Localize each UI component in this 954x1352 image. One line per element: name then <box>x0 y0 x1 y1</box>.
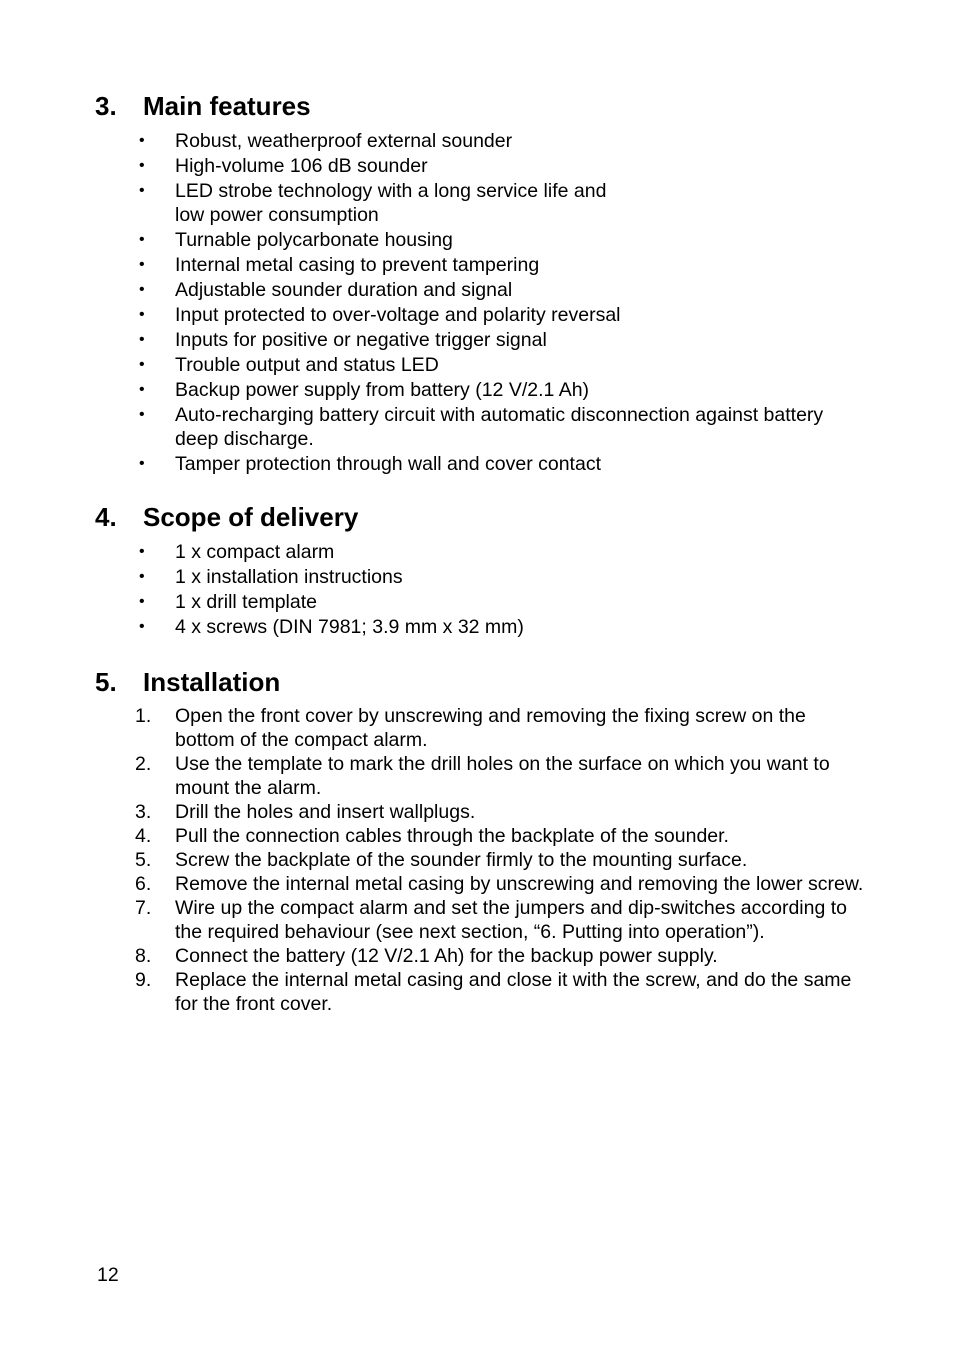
list-item <box>95 896 865 944</box>
bullet-marker: • <box>139 356 145 373</box>
bullet-marker: • <box>139 593 145 610</box>
step-text: Screw the backplate of the sounder firmly to the mounting surface. <box>175 849 748 871</box>
list-item-text: Internal metal casing to prevent tampering <box>175 254 540 276</box>
section-installation <box>95 667 865 1016</box>
section-number: 3. <box>95 91 117 121</box>
bullet-marker: • <box>139 618 145 635</box>
step-text: Replace the internal metal casing and close it with the screw, and do the same for the front cover. <box>175 969 852 1015</box>
list-item-text: 1 x compact alarm <box>175 541 335 563</box>
list-item <box>95 565 865 589</box>
section-title: Main features <box>143 91 311 121</box>
list-item-text: Backup power supply from battery (12 V/2.1 Ah) <box>175 379 590 401</box>
list-item <box>95 615 865 639</box>
bullet-marker: • <box>139 231 145 248</box>
step-number: 1. <box>135 705 152 727</box>
bullet-marker: • <box>139 568 145 585</box>
list-item-text: Adjustable sounder duration and signal <box>175 279 513 301</box>
step-number: 6. <box>135 873 152 895</box>
list-item-text: Turnable polycarbonate housing <box>175 229 453 251</box>
section-number: 4. <box>95 502 117 532</box>
features-list <box>95 129 865 476</box>
list-item-text: Inputs for positive or negative trigger signal <box>175 329 547 351</box>
bullet-marker: • <box>139 331 145 348</box>
installation-steps <box>95 704 865 1016</box>
section-scope-of-delivery <box>95 502 865 639</box>
list-item <box>95 590 865 614</box>
step-number: 2. <box>135 753 152 775</box>
step-text: Drill the holes and insert wallplugs. <box>175 801 476 823</box>
list-item-text: 1 x drill template <box>175 591 317 613</box>
step-number: 3. <box>135 801 152 823</box>
delivery-list <box>95 540 865 639</box>
bullet-marker: • <box>139 381 145 398</box>
section-heading <box>95 667 865 697</box>
list-item <box>95 848 865 872</box>
list-item <box>95 129 865 153</box>
list-item-text: LED strobe technology with a long service life and low power consumption <box>175 180 607 226</box>
list-item-text: Input protected to over-voltage and polarity reversal <box>175 304 621 326</box>
list-item <box>95 824 865 848</box>
list-item <box>95 403 865 451</box>
section-number: 5. <box>95 667 117 697</box>
step-text: Pull the connection cables through the backplate of the sounder. <box>175 825 729 847</box>
list-item <box>95 179 865 227</box>
list-item-text: Robust, weatherproof external sounder <box>175 130 513 152</box>
step-text: Remove the internal metal casing by unscrewing and removing the lower screw. <box>175 873 864 895</box>
step-text: Use the template to mark the drill holes on the surface on which you want to mount the alarm. <box>175 753 830 799</box>
list-item <box>95 303 865 327</box>
bullet-marker: • <box>139 157 145 174</box>
list-item <box>95 944 865 968</box>
bullet-marker: • <box>139 182 145 199</box>
list-item <box>95 968 865 1016</box>
step-text: Connect the battery (12 V/2.1 Ah) for the backup power supply. <box>175 945 718 967</box>
list-item-text: 4 x screws (DIN 7981; 3.9 mm x 32 mm) <box>175 616 524 638</box>
list-item <box>95 154 865 178</box>
bullet-marker: • <box>139 306 145 323</box>
step-text: Wire up the compact alarm and set the jumpers and dip-switches according to the required behaviour (see next section, “6. Putting into operation”). <box>175 897 847 943</box>
section-heading <box>95 502 865 532</box>
list-item <box>95 228 865 252</box>
list-item <box>95 752 865 800</box>
step-text: Open the front cover by unscrewing and removing the fixing screw on the bottom of the compact alarm. <box>175 705 806 751</box>
list-item-text: Trouble output and status LED <box>175 354 439 376</box>
step-number: 7. <box>135 897 152 919</box>
list-item <box>95 328 865 352</box>
bullet-marker: • <box>139 281 145 298</box>
list-item <box>95 378 865 402</box>
bullet-marker: • <box>139 256 145 273</box>
list-item-text: Auto-recharging battery circuit with automatic disconnection against battery deep discharge. <box>175 404 824 450</box>
bullet-marker: • <box>139 455 145 472</box>
section-heading <box>95 91 865 121</box>
section-title: Scope of delivery <box>143 502 359 532</box>
list-item-text: 1 x installation instructions <box>175 566 403 588</box>
list-item <box>95 452 865 476</box>
bullet-marker: • <box>139 406 145 423</box>
section-main-features <box>95 91 865 476</box>
step-number: 5. <box>135 849 152 871</box>
list-item <box>95 253 865 277</box>
page-number: 12 <box>97 1264 119 1286</box>
list-item <box>95 800 865 824</box>
list-item-text: High-volume 106 dB sounder <box>175 155 428 177</box>
section-title: Installation <box>143 667 281 697</box>
list-item-text: Tamper protection through wall and cover contact <box>175 453 601 475</box>
list-item <box>95 704 865 752</box>
step-number: 9. <box>135 969 152 991</box>
list-item <box>95 540 865 564</box>
bullet-marker: • <box>139 132 145 149</box>
list-item <box>95 872 865 896</box>
list-item <box>95 353 865 377</box>
step-number: 4. <box>135 825 152 847</box>
list-item <box>95 278 865 302</box>
step-number: 8. <box>135 945 152 967</box>
bullet-marker: • <box>139 543 145 560</box>
